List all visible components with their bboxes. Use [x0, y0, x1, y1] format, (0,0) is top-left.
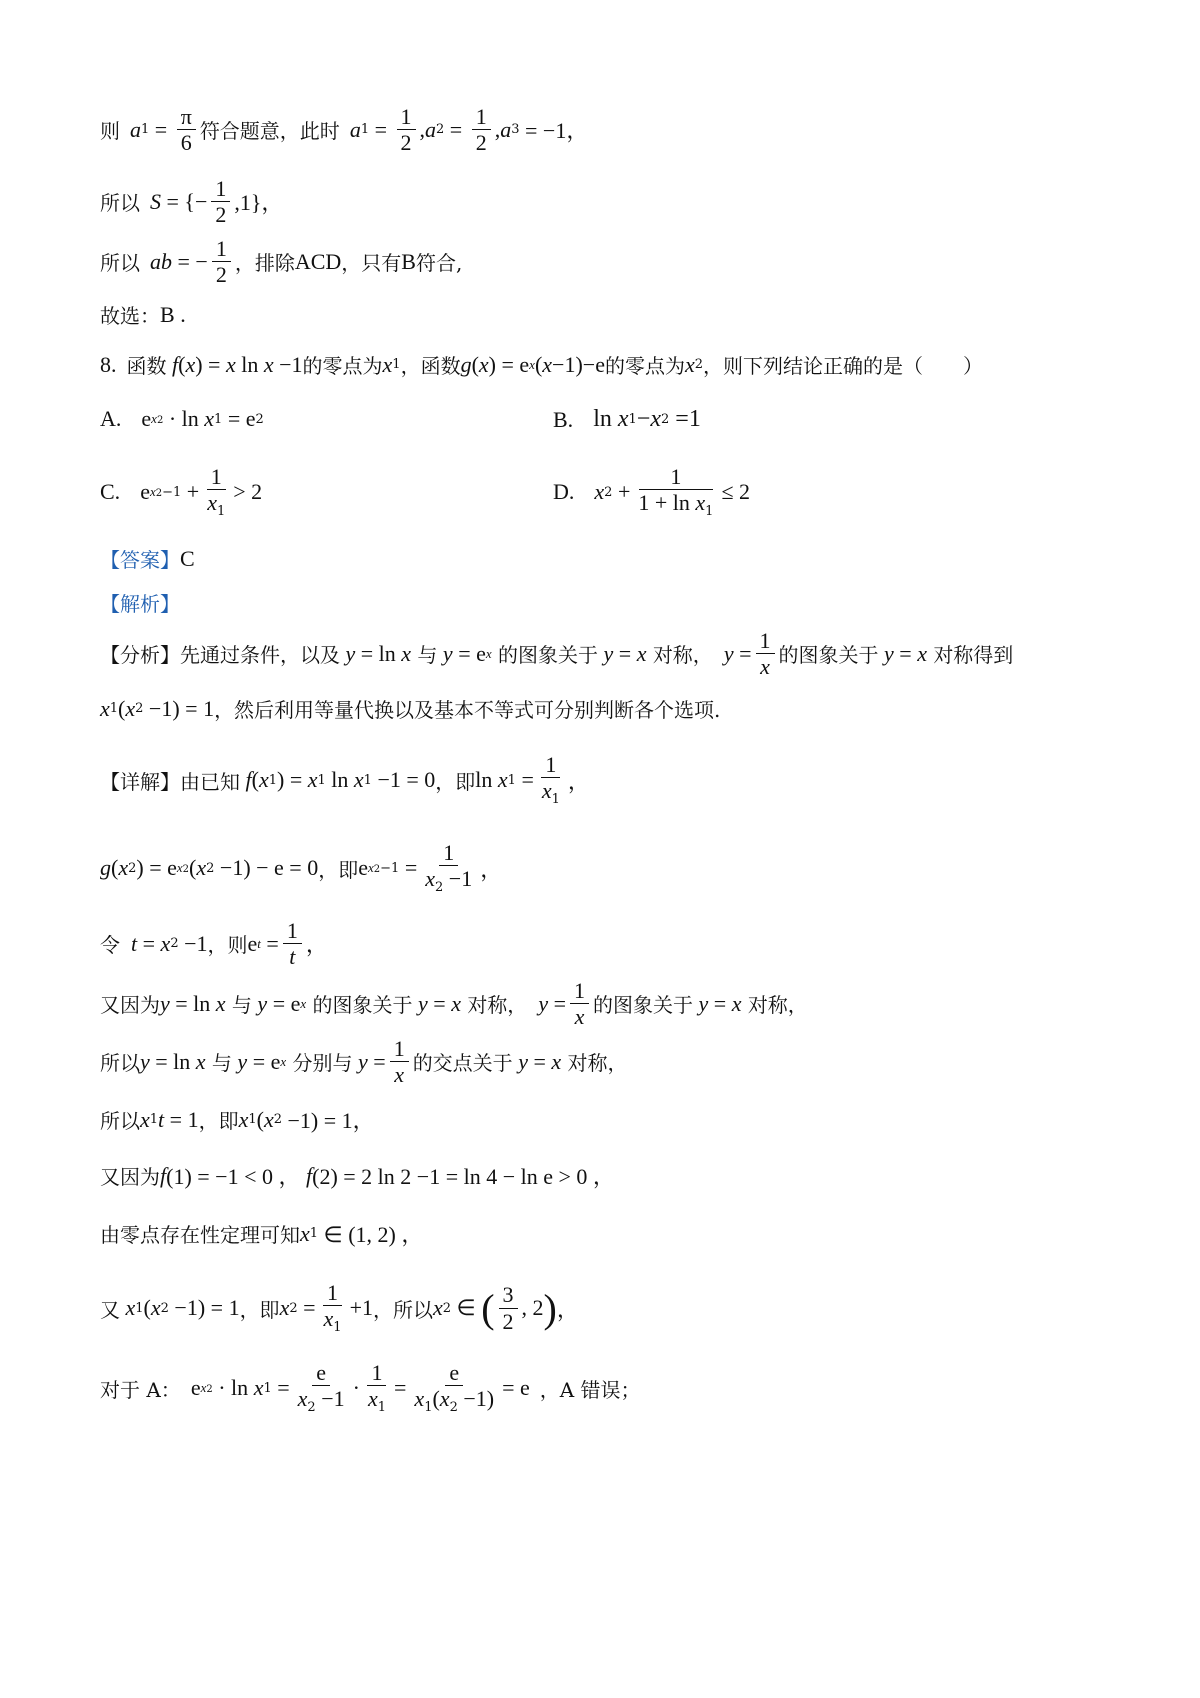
detail-7: 又因为 f (1) = −1 < 0 ， f (2) = 2 ln 2 −1 = ln 4 − ln e > 0 ，	[100, 1162, 615, 1189]
detail-5: 所以 y = ln x 与 y = e x 分别与 y = $\frac{1}{x}$ 的交点关于 y = x 对称，	[100, 1036, 628, 1088]
detail-4: 又因为 y = ln x 与 y = e x 的图象关于 y = x 对称， y = $\frac{1}{x}$ 的图象关于 y = x 对称，	[100, 978, 808, 1030]
detail-10: 对于 A： e x2 · ln x 1 = $\frac{e}{x_2 -1}$ · $\frac{1}{x_1}$ = $\frac{e}{x_1(x_2 -1)}$ = e ，A 错误；	[100, 1360, 641, 1416]
analysis: 【分析】 先通过条件，以及 y = ln x 与 y = e x 的图象关于 y = x 对称， y = $\frac{1}{x}$ 的图象关于 y = x 对称得到	[100, 628, 1014, 680]
detail-6: 所以 x 1 t = 1 ，即 x 1 ( x 2 −1) = 1，	[100, 1106, 375, 1133]
answer: 【答案】 C	[100, 545, 195, 572]
option-a: A. e x2 · ln x 1 = e 2	[100, 406, 264, 431]
detail-3: 令 t = x 2 −1 ，则 e t = $\frac{1}{t}$ ，	[100, 918, 328, 970]
line-4: 故选： B .	[100, 301, 186, 328]
analysis-2: x 1 ( x 2 −1) = 1 ，然后利用等量代换以及基本不等式可分别判断各个选项.	[100, 695, 721, 722]
line-1: 则 a 1 = $\frac{\pi}{6}$ 符合题意，此时 a 1 = $\frac{1}{2}$ , a 2 = $\frac{1}{2}$ , a 3 = −1，	[100, 104, 589, 156]
detail-2: g ( x 2 ) = e x2 ( x 2 −1) − e = 0 ，即 e x2−1 = $\frac{1}{x_2 -1}$ ，	[100, 840, 503, 896]
detail-9: 又 x 1 ( x 2 −1) = 1 ，即 x 2 = $\frac{1}{x_1}$ +1 ，所以 x 2 ∈ ( 3 2 , 2 ) ，	[100, 1280, 579, 1336]
detail-8: 由零点存在性定理可知 x 1 ∈ (1, 2) ，	[100, 1220, 424, 1247]
line-3: 所以 ab = − $\frac{1}{2}$ ，排除 ACD ，只有 B 符合,	[100, 236, 463, 288]
detail-1: 【详解】 由已知 f ( x 1 ) = x 1 ln x 1 −1 = 0 ，即 ln x 1 = $\frac{1}{x_1}$ ，	[100, 752, 590, 808]
option-d: D. x 2 + $\frac{1}{1 + \ln x_1}$ ≤ 2	[553, 464, 751, 520]
option-b: B. ln x 1 − x 2 =1	[553, 406, 701, 432]
question-8: 8. 函数 f ( x ) = x ln x −1 的零点为 x 1 ，函数 g ( x ) = e x ( x −1)−e 的零点为 x 2 ，则下列结论正确的是（ ）	[100, 351, 983, 378]
fraction-pi-6: $\frac{\pi}{6}$	[177, 104, 196, 156]
line-2: 所以 S = {− $\frac{1}{2}$ ,1}，	[100, 176, 284, 228]
option-c: C. e x2−1 + $\frac{1}{x_1}$ > 2	[100, 464, 263, 520]
jiexi: 【解析】	[100, 592, 180, 616]
